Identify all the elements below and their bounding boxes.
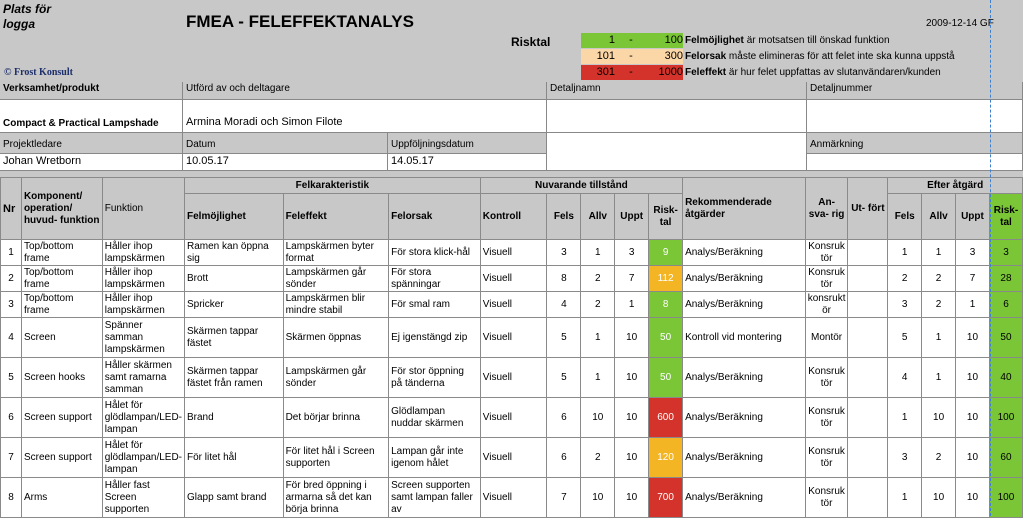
row-utfort[interactable] bbox=[848, 358, 888, 398]
row-felorsak[interactable]: Glödlampan nuddar skärmen bbox=[389, 398, 481, 438]
logo-line-2: logga bbox=[3, 17, 35, 31]
risk-term: Felmöjlighet bbox=[685, 35, 744, 46]
row-risktal[interactable]: 700 bbox=[649, 478, 683, 518]
row-feleffekt[interactable]: För bred öppning i armarna så det kan börja brinna bbox=[283, 478, 389, 518]
row-fels-after[interactable]: 1 bbox=[888, 478, 922, 518]
row-allv[interactable]: 2 bbox=[581, 292, 615, 318]
row-nr[interactable]: 8 bbox=[1, 478, 22, 518]
row-funktion[interactable]: Håller ihop lampskärmen bbox=[102, 292, 184, 318]
row-funktion[interactable]: Håller ihop lampskärmen bbox=[102, 240, 184, 266]
row-fels-after[interactable]: 5 bbox=[888, 318, 922, 358]
group-efter: Efter åtgärd bbox=[888, 178, 1023, 194]
risk-text: måste elimineras för att felet inte ska kunna uppstå bbox=[728, 51, 955, 62]
risk-desc bbox=[685, 33, 890, 48]
row-risktal-after[interactable]: 100 bbox=[989, 478, 1022, 518]
row-funktion[interactable]: Hålet för glödlampan/LED-lampan bbox=[102, 398, 184, 438]
col-ansvarig: An- sva- rig bbox=[805, 178, 848, 240]
row-risktal-after[interactable]: 40 bbox=[989, 358, 1022, 398]
row-fels[interactable]: 8 bbox=[547, 266, 581, 292]
row-felorsak[interactable]: För smal ram bbox=[389, 292, 481, 318]
risk-text: är motsatsen till önskad funktion bbox=[746, 35, 890, 46]
row-nr[interactable]: 2 bbox=[1, 266, 22, 292]
risk-min: 1 bbox=[581, 33, 615, 48]
row-atgard[interactable]: Analys/Beräkning bbox=[683, 398, 806, 438]
row-felorsak[interactable]: För stor öppning på tänderna bbox=[389, 358, 481, 398]
row-uppt-after[interactable]: 10 bbox=[956, 438, 990, 478]
risk-dash: - bbox=[615, 33, 647, 48]
row-uppt[interactable]: 3 bbox=[615, 240, 649, 266]
row-risktal[interactable]: 112 bbox=[649, 266, 683, 292]
row-fels[interactable]: 5 bbox=[547, 318, 581, 358]
logo-placeholder bbox=[3, 2, 51, 32]
risk-min: 101 bbox=[581, 49, 615, 64]
detaljnamn-value[interactable] bbox=[547, 100, 807, 133]
row-felmojlighet[interactable]: Glapp samt brand bbox=[185, 478, 284, 518]
row-feleffekt[interactable]: Lampskärmen går sönder bbox=[283, 266, 389, 292]
row-kontroll[interactable]: Visuell bbox=[480, 266, 547, 292]
col-rekommenderade: Rekommenderade åtgärder bbox=[683, 178, 806, 240]
row-fels[interactable]: 7 bbox=[547, 478, 581, 518]
row-utfort[interactable] bbox=[848, 478, 888, 518]
row-nr[interactable]: 7 bbox=[1, 438, 22, 478]
row-uppt-after[interactable]: 10 bbox=[956, 398, 990, 438]
row-fels[interactable]: 4 bbox=[547, 292, 581, 318]
col-allv-after: Allv bbox=[922, 194, 956, 240]
row-risktal[interactable]: 600 bbox=[649, 398, 683, 438]
row-funktion[interactable]: Håller ihop lampskärmen bbox=[102, 266, 184, 292]
anmarkning-label: Anmärkning bbox=[807, 133, 1023, 154]
row-atgard[interactable]: Analys/Beräkning bbox=[683, 438, 806, 478]
risktal-label: Risktal bbox=[511, 35, 551, 49]
page-title: FMEA - FELEFFEKTANALYS bbox=[186, 12, 414, 31]
row-allv-after[interactable]: 2 bbox=[922, 438, 956, 478]
row-risktal[interactable]: 9 bbox=[649, 240, 683, 266]
table-body bbox=[1, 240, 1023, 518]
fmea-table bbox=[0, 177, 1023, 518]
row-risktal-after[interactable]: 50 bbox=[989, 318, 1022, 358]
verksamhet-value[interactable]: Compact & Practical Lampshade bbox=[0, 100, 183, 133]
table-row[interactable] bbox=[1, 438, 1023, 478]
col-fels-after: Fels bbox=[888, 194, 922, 240]
col-komponent: Komponent/ operation/ huvud- funktion bbox=[21, 178, 102, 240]
row-atgard[interactable]: Analys/Beräkning bbox=[683, 266, 806, 292]
row-allv-after[interactable]: 10 bbox=[922, 398, 956, 438]
row-utfort[interactable] bbox=[848, 266, 888, 292]
row-fels[interactable]: 5 bbox=[547, 358, 581, 398]
row-uppt[interactable]: 10 bbox=[615, 398, 649, 438]
page-break-line bbox=[990, 0, 991, 516]
row-fels-after[interactable]: 3 bbox=[888, 292, 922, 318]
empty-info-cell bbox=[547, 133, 807, 171]
row-fels-after[interactable]: 1 bbox=[888, 398, 922, 438]
utford-value[interactable]: Armina Moradi och Simon Filote bbox=[183, 100, 547, 133]
risk-max: 1000 bbox=[647, 65, 683, 80]
row-uppt[interactable]: 10 bbox=[615, 438, 649, 478]
col-funktion: Funktion bbox=[102, 178, 184, 240]
group-felkarakteristik: Felkarakteristik bbox=[185, 178, 481, 194]
row-atgard[interactable]: Analys/Beräkning bbox=[683, 478, 806, 518]
row-fels-after[interactable]: 3 bbox=[888, 438, 922, 478]
row-uppt-after[interactable]: 10 bbox=[956, 478, 990, 518]
col-risktal-after: Risk- tal bbox=[989, 194, 1022, 240]
row-felmojlighet[interactable]: För litet hål bbox=[185, 438, 284, 478]
row-felorsak[interactable]: För stora klick-hål bbox=[389, 240, 481, 266]
row-allv[interactable]: 2 bbox=[581, 438, 615, 478]
row-risktal-after[interactable]: 3 bbox=[989, 240, 1022, 266]
row-funktion[interactable]: Hålet för glödlampan/LED-lampan bbox=[102, 438, 184, 478]
row-feleffekt[interactable]: Lampskärmen blir mindre stabil bbox=[283, 292, 389, 318]
row-nr[interactable]: 5 bbox=[1, 358, 22, 398]
col-felmojlighet: Felmöjlighet bbox=[185, 194, 284, 240]
row-ansvarig[interactable]: Konsruk tör bbox=[805, 398, 848, 438]
table-row[interactable] bbox=[1, 240, 1023, 266]
row-felmojlighet[interactable]: Skärmen tappar fästet bbox=[185, 318, 284, 358]
row-fels[interactable]: 6 bbox=[547, 438, 581, 478]
table-row[interactable] bbox=[1, 358, 1023, 398]
table-row[interactable] bbox=[1, 292, 1023, 318]
row-risktal-after[interactable]: 6 bbox=[989, 292, 1022, 318]
row-kontroll[interactable]: Visuell bbox=[480, 358, 547, 398]
row-funktion[interactable]: Håller skärmen samt ramarna samman bbox=[102, 358, 184, 398]
row-nr[interactable]: 4 bbox=[1, 318, 22, 358]
row-komponent[interactable]: Screen support bbox=[21, 438, 102, 478]
row-fels[interactable]: 3 bbox=[547, 240, 581, 266]
table-row[interactable] bbox=[1, 266, 1023, 292]
row-utfort[interactable] bbox=[848, 318, 888, 358]
row-uppt[interactable]: 10 bbox=[615, 318, 649, 358]
row-allv[interactable]: 10 bbox=[581, 478, 615, 518]
row-ansvarig[interactable]: konsrukt ör bbox=[805, 292, 848, 318]
row-uppt[interactable]: 7 bbox=[615, 266, 649, 292]
row-felmojlighet[interactable]: Brott bbox=[185, 266, 284, 292]
col-risktal: Risk- tal bbox=[649, 194, 683, 240]
col-allv: Allv bbox=[581, 194, 615, 240]
row-komponent[interactable]: Screen support bbox=[21, 398, 102, 438]
row-allv[interactable]: 2 bbox=[581, 266, 615, 292]
row-felorsak[interactable]: Lampan går inte igenom hålet bbox=[389, 438, 481, 478]
row-felmojlighet[interactable]: Spricker bbox=[185, 292, 284, 318]
row-allv-after[interactable]: 2 bbox=[922, 266, 956, 292]
row-kontroll[interactable]: Visuell bbox=[480, 240, 547, 266]
risk-text: är hur felet uppfattas av slutanvändaren/kunden bbox=[728, 67, 941, 78]
row-felmojlighet[interactable]: Skärmen tappar fästet från ramen bbox=[185, 358, 284, 398]
row-felmojlighet[interactable]: Ramen kan öppna sig bbox=[185, 240, 284, 266]
detaljnummer-label: Detaljnummer bbox=[807, 82, 1023, 100]
row-ansvarig[interactable]: Montör bbox=[805, 318, 848, 358]
row-risktal-after[interactable]: 100 bbox=[989, 398, 1022, 438]
row-funktion[interactable]: Spänner samman lampskärmen bbox=[102, 318, 184, 358]
row-utfort[interactable] bbox=[848, 292, 888, 318]
row-uppt-after[interactable]: 10 bbox=[956, 358, 990, 398]
projektledare-label: Projektledare bbox=[0, 133, 183, 154]
row-atgard[interactable]: Analys/Beräkning bbox=[683, 292, 806, 318]
row-feleffekt[interactable]: Skärmen öppnas bbox=[283, 318, 389, 358]
col-nr: Nr bbox=[1, 178, 22, 240]
row-uppt-after[interactable]: 10 bbox=[956, 318, 990, 358]
col-felorsak: Felorsak bbox=[389, 194, 481, 240]
uppfoljning-label: Uppföljningsdatum bbox=[388, 133, 547, 154]
row-ansvarig[interactable]: Konsruk tör bbox=[805, 438, 848, 478]
row-felmojlighet[interactable]: Brand bbox=[185, 398, 284, 438]
row-feleffekt[interactable]: Lampskärmen byter format bbox=[283, 240, 389, 266]
row-nr[interactable]: 3 bbox=[1, 292, 22, 318]
row-felorsak[interactable]: Screen supporten samt lampan faller av bbox=[389, 478, 481, 518]
row-risktal[interactable]: 8 bbox=[649, 292, 683, 318]
col-utfort: Ut- fört bbox=[848, 178, 888, 240]
datum-value[interactable]: 10.05.17 bbox=[183, 154, 388, 171]
row-feleffekt[interactable]: Det börjar brinna bbox=[283, 398, 389, 438]
col-feleffekt: Feleffekt bbox=[283, 194, 389, 240]
row-feleffekt[interactable]: För litet hål i Screen supporten bbox=[283, 438, 389, 478]
row-kontroll[interactable]: Visuell bbox=[480, 438, 547, 478]
row-kontroll[interactable]: Visuell bbox=[480, 292, 547, 318]
table-group-header-row bbox=[1, 178, 1023, 194]
row-risktal-after[interactable]: 28 bbox=[989, 266, 1022, 292]
copyright-text: © Frost Konsult bbox=[4, 67, 73, 78]
row-utfort[interactable] bbox=[848, 438, 888, 478]
table-row[interactable] bbox=[1, 478, 1023, 518]
row-utfort[interactable] bbox=[848, 240, 888, 266]
row-komponent[interactable]: Top/bottom frame bbox=[21, 292, 102, 318]
group-nuvarande: Nuvarande tillstånd bbox=[480, 178, 682, 194]
logo-line-1: Plats för bbox=[3, 2, 52, 16]
col-fels: Fels bbox=[547, 194, 581, 240]
row-allv-after[interactable]: 1 bbox=[922, 318, 956, 358]
row-uppt-after[interactable]: 1 bbox=[956, 292, 990, 318]
col-uppt: Uppt bbox=[615, 194, 649, 240]
projektledare-value[interactable]: Johan Wretborn bbox=[0, 154, 183, 171]
row-funktion[interactable]: Håller fast Screen supporten bbox=[102, 478, 184, 518]
row-uppt-after[interactable]: 7 bbox=[956, 266, 990, 292]
risk-max: 300 bbox=[647, 49, 683, 64]
row-allv[interactable]: 1 bbox=[581, 318, 615, 358]
row-fels[interactable]: 6 bbox=[547, 398, 581, 438]
utford-label: Utförd av och deltagare bbox=[183, 82, 547, 100]
row-felorsak[interactable]: Ej igenstängd zip bbox=[389, 318, 481, 358]
datum-label: Datum bbox=[183, 133, 388, 154]
header-date: 2009-12-14 GF bbox=[926, 18, 994, 29]
row-risktal[interactable]: 120 bbox=[649, 438, 683, 478]
detaljnamn-label: Detaljnamn bbox=[547, 82, 807, 100]
row-allv[interactable]: 1 bbox=[581, 358, 615, 398]
risk-term: Felorsak bbox=[685, 51, 727, 62]
uppfoljning-value[interactable]: 14.05.17 bbox=[388, 154, 547, 171]
row-atgard[interactable]: Kontroll vid montering bbox=[683, 318, 806, 358]
row-utfort[interactable] bbox=[848, 398, 888, 438]
row-nr[interactable]: 1 bbox=[1, 240, 22, 266]
row-uppt[interactable]: 1 bbox=[615, 292, 649, 318]
risk-term: Feleffekt bbox=[685, 67, 727, 78]
row-kontroll[interactable]: Visuell bbox=[480, 398, 547, 438]
row-uppt[interactable]: 10 bbox=[615, 478, 649, 518]
risk-dash: - bbox=[615, 65, 647, 80]
row-komponent[interactable]: Top/bottom frame bbox=[21, 266, 102, 292]
row-komponent[interactable]: Screen bbox=[21, 318, 102, 358]
table-row[interactable] bbox=[1, 318, 1023, 358]
row-atgard[interactable]: Analys/Beräkning bbox=[683, 358, 806, 398]
row-ansvarig[interactable]: Konsruk tör bbox=[805, 358, 848, 398]
risk-dash: - bbox=[615, 49, 647, 64]
row-kontroll[interactable]: Visuell bbox=[480, 478, 547, 518]
row-feleffekt[interactable]: Lampskärmen går sönder bbox=[283, 358, 389, 398]
row-ansvarig[interactable]: Konsruk tör bbox=[805, 266, 848, 292]
row-komponent[interactable]: Top/bottom frame bbox=[21, 240, 102, 266]
row-allv-after[interactable]: 1 bbox=[922, 240, 956, 266]
row-komponent[interactable]: Arms bbox=[21, 478, 102, 518]
risk-desc bbox=[685, 49, 955, 64]
row-komponent[interactable]: Screen hooks bbox=[21, 358, 102, 398]
row-fels-after[interactable]: 1 bbox=[888, 240, 922, 266]
row-atgard[interactable]: Analys/Beräkning bbox=[683, 240, 806, 266]
row-ansvarig[interactable]: Konsruk tör bbox=[805, 478, 848, 518]
row-risktal[interactable]: 50 bbox=[649, 318, 683, 358]
row-ansvarig[interactable]: Konsruk tör bbox=[805, 240, 848, 266]
row-allv[interactable]: 1 bbox=[581, 240, 615, 266]
row-allv[interactable]: 10 bbox=[581, 398, 615, 438]
verksamhet-label: Verksamhet/produkt bbox=[0, 82, 183, 100]
col-uppt-after: Uppt bbox=[956, 194, 990, 240]
row-fels-after[interactable]: 2 bbox=[888, 266, 922, 292]
row-allv-after[interactable]: 10 bbox=[922, 478, 956, 518]
risk-min: 301 bbox=[581, 65, 615, 80]
risk-desc bbox=[685, 65, 941, 80]
row-nr[interactable]: 6 bbox=[1, 398, 22, 438]
risk-max: 100 bbox=[647, 33, 683, 48]
row-risktal[interactable]: 50 bbox=[649, 358, 683, 398]
row-allv-after[interactable]: 1 bbox=[922, 358, 956, 398]
table-row[interactable] bbox=[1, 398, 1023, 438]
row-felorsak[interactable]: För stora spänningar bbox=[389, 266, 481, 292]
row-uppt-after[interactable]: 3 bbox=[956, 240, 990, 266]
row-uppt[interactable]: 10 bbox=[615, 358, 649, 398]
row-risktal-after[interactable]: 60 bbox=[989, 438, 1022, 478]
row-fels-after[interactable]: 4 bbox=[888, 358, 922, 398]
row-kontroll[interactable]: Visuell bbox=[480, 318, 547, 358]
row-allv-after[interactable]: 2 bbox=[922, 292, 956, 318]
col-kontroll: Kontroll bbox=[480, 194, 547, 240]
